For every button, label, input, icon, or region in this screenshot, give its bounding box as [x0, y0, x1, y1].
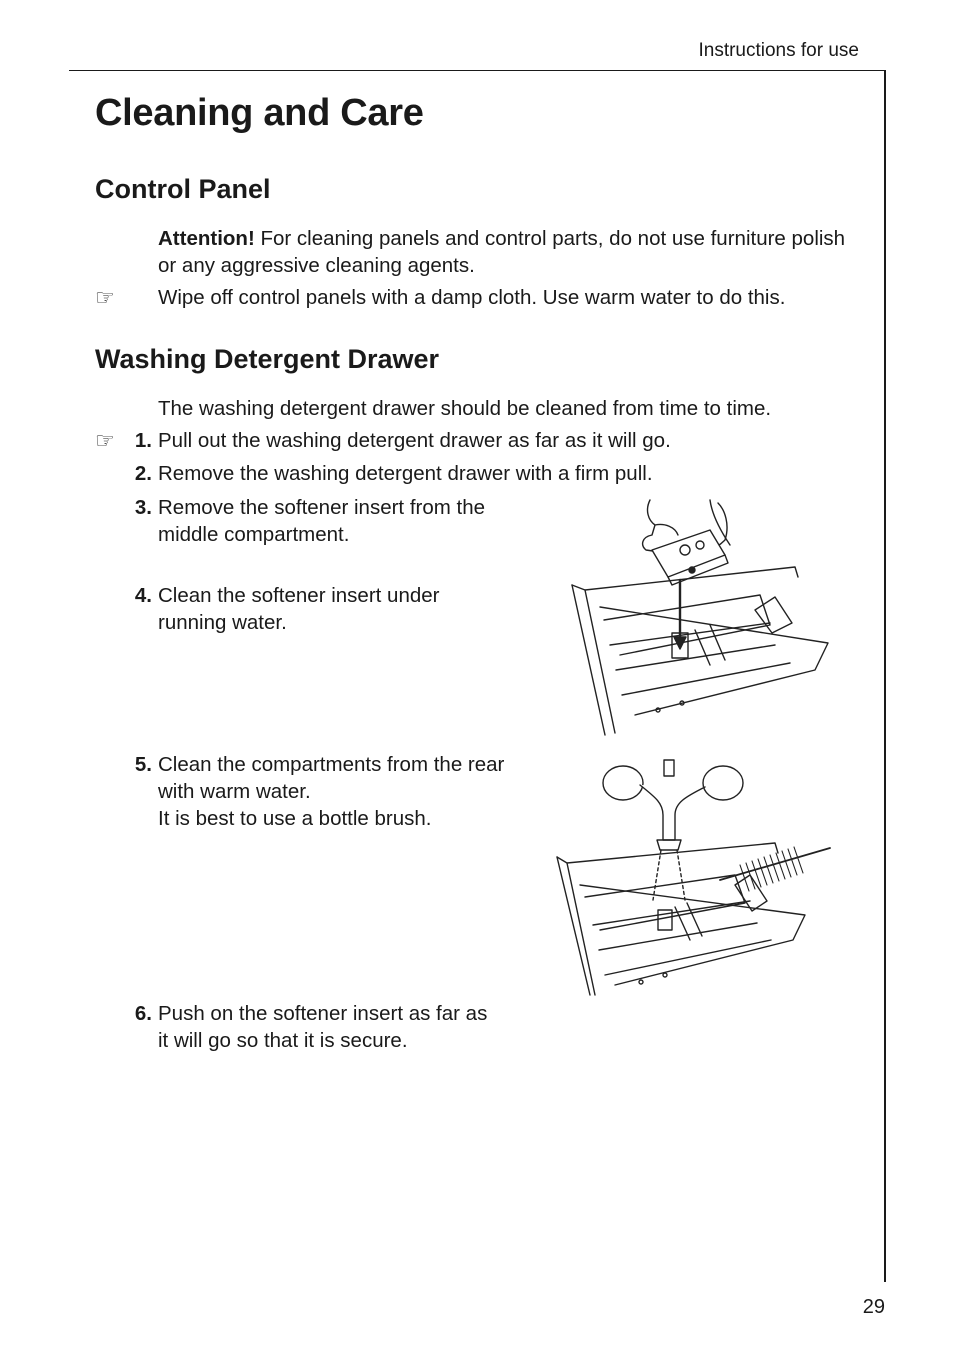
step-5-line-2: It is best to use a bottle brush. — [158, 807, 432, 830]
attention-label: Attention! — [158, 227, 255, 250]
pointing-hand-icon: ☞ — [95, 285, 115, 310]
running-header: Instructions for use — [698, 40, 859, 61]
step-6-text: Push on the softener insert as far as it will go so that it is secure. — [158, 1002, 488, 1052]
step-5-number: 5. — [134, 753, 152, 776]
step-2-number: 2. — [134, 462, 152, 485]
bottle-brush-cleaning-illustration — [545, 755, 840, 1000]
page-number: 29 — [862, 1296, 885, 1318]
step-1-text: Pull out the washing detergent drawer as far as it will go. — [158, 429, 671, 452]
step-1-number: 1. — [134, 429, 152, 452]
step-4-text: Clean the softener insert under running water. — [158, 584, 440, 634]
step-6-number: 6. — [134, 1002, 152, 1025]
step-5-text — [158, 751, 508, 832]
attention-note — [158, 225, 858, 279]
step-2-text: Remove the washing detergent drawer with a firm pull. — [158, 462, 653, 485]
header-rule — [69, 70, 886, 71]
section-heading-control-panel: Control Panel — [95, 174, 271, 204]
step-3-text: Remove the softener insert from the middle compartment. — [158, 496, 486, 546]
step-3-number: 3. — [134, 496, 152, 519]
margin-rule — [884, 70, 886, 1282]
pointing-hand-icon: ☞ — [95, 428, 115, 453]
control-panel-tip: Wipe off control panels with a damp cloth. Use warm water to do this. — [158, 286, 786, 309]
drawer-intro: The washing detergent drawer should be cleaned from time to time. — [158, 397, 772, 420]
page-title: Cleaning and Care — [95, 92, 424, 134]
section-heading-detergent-drawer: Washing Detergent Drawer — [95, 344, 440, 374]
step-4-number: 4. — [134, 584, 152, 607]
step-5-line-1: Clean the compartments from the rear with warm water. — [158, 753, 505, 803]
attention-text: For cleaning panels and control parts, do not use furniture polish or any aggressive cleaning agents. — [158, 227, 846, 277]
softener-insert-removal-illustration — [560, 495, 840, 740]
